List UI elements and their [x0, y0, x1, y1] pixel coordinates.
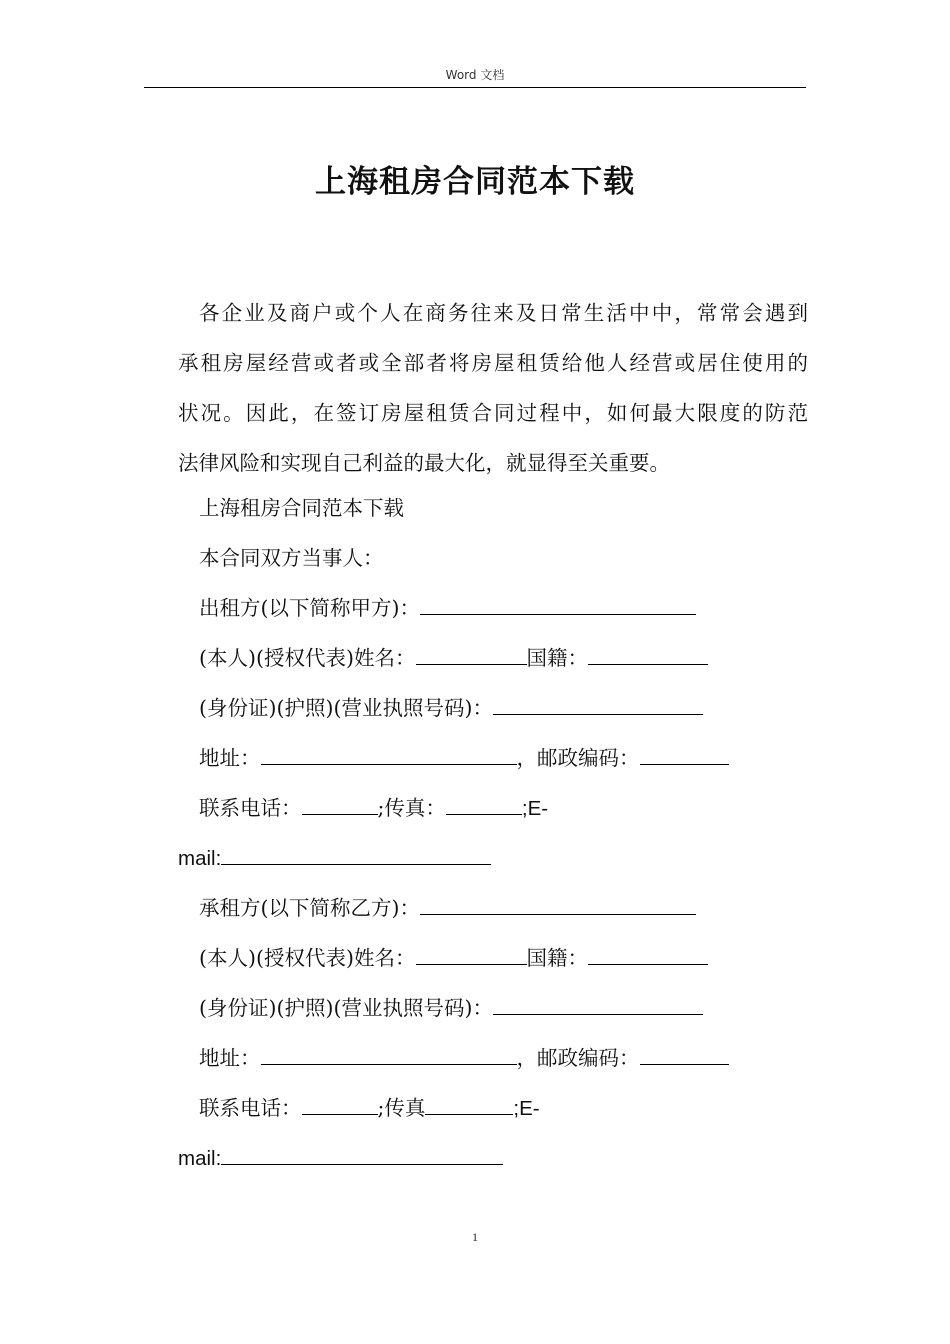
header-divider: [144, 87, 806, 88]
lessor-id-label: (身份证)(护照)(营业执照号码)：: [199, 696, 493, 720]
lessee-postcode-label: ，邮政编码：: [516, 1046, 640, 1070]
lessor-fax-blank[interactable]: [446, 796, 522, 815]
lessor-email-line: [178, 844, 491, 873]
lessor-heading: 出租方(以下简称甲方)：: [199, 596, 420, 620]
intro-line: 状况。因此，在签订房屋租赁合同过程中，如何最大限度的防范: [178, 401, 808, 425]
lessee-email-label: mail:: [178, 1147, 222, 1170]
lessor-phone-blank[interactable]: [302, 796, 378, 815]
lessee-name-blank[interactable]: [420, 896, 696, 915]
lessee-nationality-blank[interactable]: [588, 946, 708, 965]
lessee-heading: 承租方(以下简称乙方)：: [199, 896, 420, 920]
lessee-address-label: 地址：: [199, 1046, 261, 1070]
parties-intro: 本合同双方当事人：: [199, 546, 384, 570]
lessee-email-blank[interactable]: [221, 1146, 503, 1165]
lessee-contact-line: [199, 1094, 540, 1123]
lessor-heading-line: [199, 594, 696, 622]
lessor-name-label: (本人)(授权代表)姓名：: [199, 646, 416, 670]
lessor-postcode-blank[interactable]: [640, 746, 729, 765]
lessor-address-blank[interactable]: [261, 746, 517, 765]
intro-line: 各企业及商户或个人在商务往来及日常生活中中，常常会遇到: [199, 301, 808, 325]
lessor-nationality-label: 国籍：: [526, 646, 588, 670]
lessee-fax-label: ;传真: [377, 1096, 426, 1120]
page-number: 1: [472, 1230, 478, 1244]
lessee-heading-line: [199, 894, 696, 922]
lessee-name-label: (本人)(授权代表)姓名：: [199, 946, 416, 970]
lessee-address-line: [199, 1044, 729, 1072]
lessor-fax-label: ;传真：: [377, 796, 446, 820]
lessee-id-blank[interactable]: [493, 996, 703, 1015]
lessor-email-label: mail:: [178, 847, 222, 870]
lessor-contact-line: [199, 794, 548, 823]
lessee-id-line: [199, 994, 703, 1022]
contract-subtitle: 上海租房合同范本下载: [199, 496, 404, 520]
intro-paragraph: [178, 288, 808, 488]
document-title: 上海租房合同范本下载: [315, 164, 635, 200]
lessor-address-label: 地址：: [199, 746, 261, 770]
lessee-name-line: [199, 944, 708, 972]
lessee-nationality-label: 国籍：: [526, 946, 588, 970]
lessor-nationality-blank[interactable]: [588, 646, 708, 665]
lessee-email-line: [178, 1144, 503, 1173]
lessor-id-line: [199, 694, 703, 722]
lessee-phone-label: 联系电话：: [199, 1096, 302, 1120]
lessor-person-name-blank[interactable]: [416, 646, 527, 665]
lessee-person-name-blank[interactable]: [416, 946, 527, 965]
intro-line: 法律风险和实现自己利益的最大化，就显得至关重要。: [178, 451, 670, 475]
lessor-phone-label: 联系电话：: [199, 796, 302, 820]
lessor-address-line: [199, 744, 729, 772]
lessor-name-line: [199, 644, 708, 672]
lessor-id-blank[interactable]: [493, 696, 703, 715]
lessee-phone-blank[interactable]: [302, 1096, 378, 1115]
lessor-email-blank[interactable]: [221, 846, 491, 865]
lessee-email-prefix: ;E-: [513, 1097, 540, 1120]
intro-line: 承租房屋经营或者或全部者将房屋租赁给他人经营或居住使用的: [178, 351, 808, 375]
lessor-name-blank[interactable]: [420, 596, 696, 615]
lessee-postcode-blank[interactable]: [640, 1046, 729, 1065]
lessee-id-label: (身份证)(护照)(营业执照号码)：: [199, 996, 493, 1020]
lessee-address-blank[interactable]: [261, 1046, 517, 1065]
lessor-email-prefix: ;E-: [521, 797, 549, 820]
lessee-fax-blank[interactable]: [425, 1096, 513, 1115]
page-header: Word 文档: [445, 68, 505, 82]
lessor-postcode-label: ，邮政编码：: [516, 746, 640, 770]
